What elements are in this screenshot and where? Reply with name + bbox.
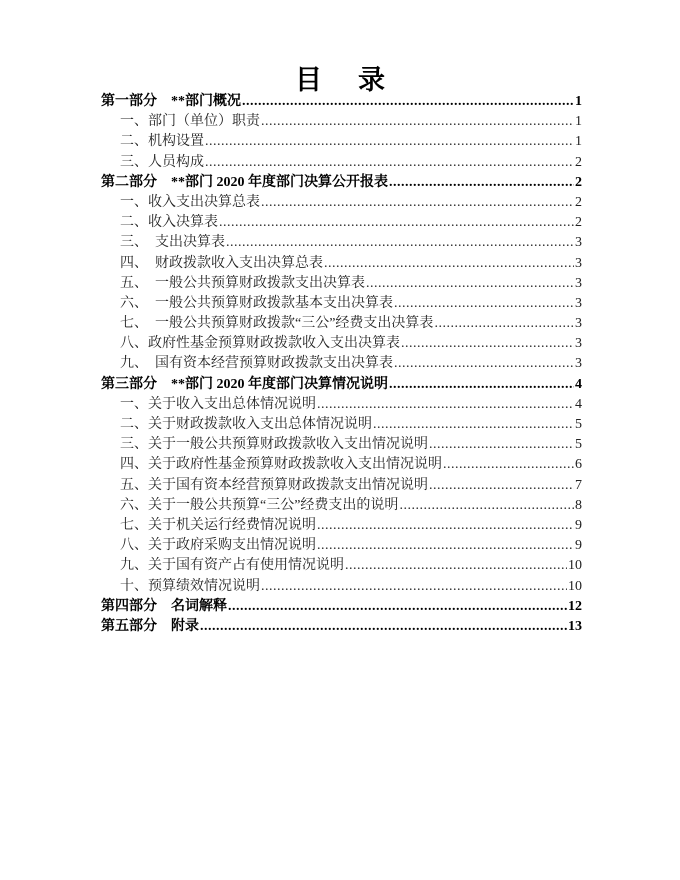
toc-subsection-entry[interactable] — [101, 254, 582, 274]
toc-leader-dots — [261, 193, 574, 213]
toc-entry-title: 第二部分 **部门 2020 年度部门决算公开报表 — [101, 174, 388, 190]
toc-entry-title: 一、收入支出决算总表 — [120, 194, 260, 210]
toc-entry-title: 六、 一般公共预算财政拨款基本支出决算表 — [120, 295, 393, 311]
table-of-contents — [101, 92, 582, 637]
toc-leader-dots — [324, 254, 574, 274]
toc-page-number: 13 — [568, 618, 582, 634]
toc-page-number: 7 — [575, 477, 582, 493]
toc-entry-title: 二、机构设置 — [120, 134, 204, 150]
toc-leader-dots — [261, 112, 574, 132]
toc-leader-dots — [205, 132, 574, 152]
toc-page-number: 6 — [575, 457, 582, 473]
title-char: 录 — [358, 65, 385, 95]
toc-subsection-entry[interactable] — [101, 577, 582, 597]
toc-leader-dots — [389, 173, 574, 193]
toc-leader-dots — [429, 476, 574, 496]
toc-leader-dots — [317, 516, 574, 536]
toc-page-number: 5 — [575, 417, 582, 432]
toc-leader-dots — [228, 597, 567, 617]
toc-section-entry[interactable] — [101, 617, 582, 637]
toc-page-number: 2 — [575, 194, 582, 210]
toc-leader-dots — [205, 153, 574, 173]
toc-entry-title: 十、预算绩效情况说明 — [120, 578, 260, 594]
toc-entry-title: 三、 支出决算表 — [120, 235, 225, 251]
toc-page-number: 3 — [575, 295, 582, 311]
toc-entry-title: 六、关于一般公共预算“三公”经费支出的说明 — [120, 497, 399, 513]
toc-page-number: 10 — [568, 578, 582, 594]
toc-entry-title: 四、 财政拨款收入支出决算总表 — [120, 255, 323, 271]
toc-subsection-entry[interactable] — [101, 233, 582, 253]
toc-entry-title: 九、 国有资本经营预算财政拨款支出决算表 — [120, 356, 393, 372]
toc-leader-dots — [373, 415, 574, 435]
toc-subsection-entry[interactable] — [101, 132, 582, 152]
toc-leader-dots — [200, 617, 567, 637]
toc-subsection-entry[interactable] — [101, 435, 582, 455]
toc-page-number: 2 — [575, 174, 582, 190]
toc-subsection-entry[interactable] — [101, 274, 582, 294]
toc-page-number: 3 — [575, 356, 582, 372]
toc-subsection-entry[interactable] — [101, 516, 582, 536]
toc-subsection-entry[interactable] — [101, 395, 582, 415]
toc-entry-title: 第四部分 名词解释 — [101, 598, 227, 614]
toc-entry-title: 一、部门（单位）职责 — [120, 114, 260, 130]
toc-entry-title: 第一部分 **部门概况 — [101, 94, 241, 109]
toc-page-number: 4 — [575, 376, 582, 392]
toc-page-number: 9 — [575, 517, 582, 533]
toc-leader-dots — [242, 92, 574, 112]
toc-leader-dots — [317, 395, 574, 415]
toc-leader-dots — [399, 496, 574, 516]
toc-section-entry[interactable] — [101, 173, 582, 193]
toc-subsection-entry[interactable] — [101, 153, 582, 173]
toc-leader-dots — [429, 435, 574, 455]
toc-page-number: 3 — [575, 316, 582, 332]
toc-leader-dots — [394, 294, 574, 314]
toc-page-number: 9 — [575, 538, 582, 554]
toc-page-number: 1 — [575, 94, 582, 109]
toc-leader-dots — [317, 536, 574, 556]
toc-subsection-entry[interactable] — [101, 112, 582, 132]
toc-page-number: 12 — [568, 598, 582, 614]
toc-leader-dots — [434, 314, 574, 334]
toc-subsection-entry[interactable] — [101, 193, 582, 213]
toc-page-number: 3 — [575, 275, 582, 291]
toc-page-number: 3 — [575, 235, 582, 251]
toc-entry-title: 二、关于财政拨款收入支出总体情况说明 — [120, 417, 372, 432]
toc-entry-title: 八、关于政府采购支出情况说明 — [120, 538, 316, 554]
toc-page-number: 4 — [575, 396, 582, 412]
toc-leader-dots — [261, 577, 567, 597]
toc-leader-dots — [226, 233, 574, 253]
toc-subsection-entry[interactable] — [101, 213, 582, 233]
toc-page-number: 3 — [575, 336, 582, 352]
toc-entry-title: 二、收入决算表 — [120, 215, 218, 231]
toc-subsection-entry[interactable] — [101, 455, 582, 475]
toc-entry-title: 七、 一般公共预算财政拨款“三公”经费支出决算表 — [120, 316, 434, 332]
title-char: 目 — [295, 65, 322, 95]
toc-entry-title: 五、 一般公共预算财政拨款支出决算表 — [120, 275, 365, 291]
toc-subsection-entry[interactable] — [101, 536, 582, 556]
toc-page-number: 1 — [575, 114, 582, 130]
toc-page-number: 8 — [575, 497, 582, 513]
toc-leader-dots — [394, 354, 574, 374]
toc-entry-title: 第三部分 **部门 2020 年度部门决算情况说明 — [101, 376, 388, 392]
toc-entry-title: 七、关于机关运行经费情况说明 — [120, 517, 316, 533]
toc-entry-title: 一、关于收入支出总体情况说明 — [120, 396, 316, 412]
toc-leader-dots — [345, 556, 567, 576]
toc-entry-title: 九、关于国有资产占有使用情况说明 — [120, 558, 344, 574]
toc-subsection-entry[interactable] — [101, 354, 582, 374]
toc-page-number: 3 — [575, 255, 582, 271]
toc-subsection-entry[interactable] — [101, 415, 582, 435]
toc-leader-dots — [401, 334, 574, 354]
toc-page-number: 10 — [568, 558, 582, 574]
toc-leader-dots — [443, 455, 574, 475]
toc-leader-dots — [389, 375, 574, 395]
toc-entry-title: 第五部分 附录 — [101, 618, 199, 634]
toc-leader-dots — [366, 274, 574, 294]
toc-page-number: 1 — [575, 134, 582, 150]
toc-section-entry[interactable] — [101, 375, 582, 395]
toc-entry-title: 四、关于政府性基金预算财政拨款收入支出情况说明 — [120, 457, 442, 473]
toc-entry-title: 三、关于一般公共预算财政拨款收入支出情况说明 — [120, 437, 428, 453]
toc-page-number: 2 — [575, 215, 582, 231]
toc-entry-title: 五、关于国有资本经营预算财政拨款支出情况说明 — [120, 477, 428, 493]
toc-subsection-entry[interactable] — [101, 314, 582, 334]
toc-section-entry[interactable] — [101, 597, 582, 617]
toc-subsection-entry[interactable] — [101, 294, 582, 314]
toc-entry-title: 三、人员构成 — [120, 154, 204, 170]
toc-subsection-entry[interactable] — [101, 496, 582, 516]
toc-leader-dots — [219, 213, 574, 233]
toc-page-number: 2 — [575, 154, 582, 170]
toc-subsection-entry[interactable] — [101, 334, 582, 354]
toc-subsection-entry[interactable] — [101, 476, 582, 496]
toc-entry-title: 八、政府性基金预算财政拨款收入支出决算表 — [120, 336, 400, 352]
toc-section-entry[interactable] — [101, 92, 582, 112]
toc-subsection-entry[interactable] — [101, 556, 582, 576]
toc-page-number: 5 — [575, 437, 582, 453]
